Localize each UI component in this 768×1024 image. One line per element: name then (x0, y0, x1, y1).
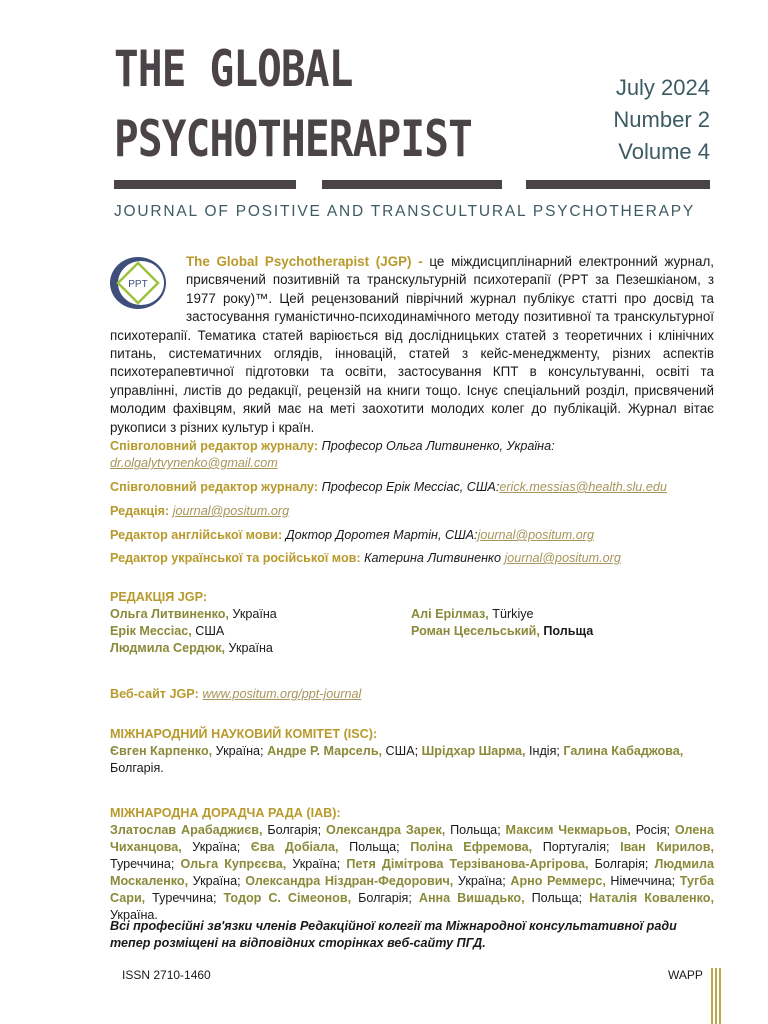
contact-label: Редакція: (110, 504, 170, 518)
editor-entry: Алі Ерілмаз, Türkiye (411, 607, 534, 621)
journal-title-line1: THE GLOBAL (114, 40, 353, 98)
contact-line-3 (110, 503, 714, 520)
contact-email-link[interactable]: journal@positum.org (504, 551, 621, 565)
editorial-title: РЕДАКЦІЯ JGP: (110, 590, 208, 604)
issue-volume: Volume 4 (618, 139, 710, 164)
editor-entry: Ольга Литвиненко, Україна (110, 607, 277, 621)
issue-number: Number 2 (613, 107, 710, 132)
issue-date: July 2024 (615, 75, 710, 100)
contact-line-1 (110, 438, 714, 472)
contact-email-link[interactable]: journal@positum.org (477, 528, 594, 542)
journal-subtitle: JOURNAL OF POSITIVE AND TRANSCULTURAL PSYCHOTHERAPY (114, 203, 696, 220)
contact-label: Редактор англійської мови: (110, 528, 283, 542)
header-divider-left (114, 180, 296, 189)
contact-person: Професор Ерік Мессіас, США: (318, 480, 500, 494)
contact-label: Співголовний редактор журналу: (110, 480, 319, 494)
journal-title-line2: PSYCHOTHERAPIST (114, 110, 472, 168)
iab-title: МІЖНАРОДНА ДОРАДЧА РАДА (IAB): (110, 806, 341, 820)
isc-section (110, 726, 714, 777)
header-divider-right (526, 180, 710, 189)
editorial-left-column (110, 606, 277, 657)
contact-line-5 (110, 550, 714, 567)
journal-name: The Global Psychotherapist (JGP) - (186, 254, 423, 269)
contact-email-link[interactable]: erick.messias@health.slu.edu (499, 480, 667, 494)
header-divider-middle (322, 180, 502, 189)
editor-entry: Ерік Мессіас, США (110, 624, 225, 638)
contact-label: Редактор української та російської мов: (110, 551, 361, 565)
editor-entry: Людмила Сердюк, Україна (110, 641, 273, 655)
editor-entry: Роман Цесельський, Польща (411, 624, 594, 638)
intro-paragraph (110, 253, 714, 437)
intro-text: це міждисциплінарний електронний журнал, присвячений позитивній та транскультурній психотерапії (PPT за Пезешкіаном, з 1977 року)™. Цей рецензований піврічний журнал публікує статті про досвід та застосування гуманістично-психодинамічного методу позитивної та транскультурної психотерапії. Тематика статей варіюється від дослідницьких статей з теоретичних і клінічних питань, систематичних оглядів, інновацій, статей з кейс-менеджменту, різних аспектів психотерапевтичної підготовки та освіти, застосування КПТ в консультуванні, освіті та управлінні, листів до редакції, рецензій на книги тощо. Існує спеціальний розділ, присвячений молодим фахівцям, який має на меті заохотити молодих колег до публікацій. Журнал вітає рукописи з різних культур і країн. (110, 254, 714, 435)
contact-email-link[interactable]: dr.olgalytvynenko@gmail.com (110, 456, 278, 470)
contact-person: Доктор Доротея Мартін, США: (282, 528, 478, 542)
website-label: Веб-сайт JGP: (110, 687, 199, 701)
contact-person: Професор Ольга Литвиненко, Україна: (318, 439, 555, 453)
isc-title: МІЖНАРОДНИЙ НАУКОВИЙ КОМІТЕТ (ISC): (110, 727, 378, 741)
website-link[interactable]: www.positum.org/ppt-journal (202, 687, 362, 701)
issn: ISSN 2710-1460 (122, 968, 211, 982)
iab-section (110, 805, 714, 924)
affiliations-note: Всі професійні зв'язки членів Редакційної колегії та Міжнародної консультативної ради тепер розміщені на відповідних сторінках веб-сайту ПГД. (110, 919, 677, 950)
website-line (110, 686, 714, 703)
contact-person: Катерина Литвиненко (360, 551, 505, 565)
contact-label: Співголовний редактор журналу: (110, 439, 319, 453)
contact-line-4 (110, 527, 714, 544)
iab-members: Златослав Арабаджиєв, Болгарія; Олександра Зарек, Польща; Максим Чекмарьов, Росія; Олена Чиханцова, Україна; Єва Добіала, Польща; Поліна Ефремова, Португалія; Іван Кирилов, Туреччина; Ольга Купрєєва, Україна; Петя Дімітрова Терзіванова-Аргірова, Болгарія; Людмила Москаленко, Україна; Олександра Ніздран-Федорович, Україна; Арно Реммерс, Німеччина; Тугба Сари, Туреччина; Тодор С. Сімеонов, Болгарія; Анна Вишадько, Польща; Наталія Коваленко, Україна. (110, 823, 715, 922)
contact-line-2 (110, 479, 714, 496)
contact-email-link[interactable]: journal@positum.org (172, 504, 290, 518)
publisher: WAPP (668, 968, 703, 982)
isc-members: Євген Карпенко, Україна; Андре Р. Марсель, США; Шрідхар Шарма, Індія; Галина Кабаджова, Болгарія. (110, 744, 684, 775)
logo-text: PPT (128, 279, 148, 290)
editorial-right-column (411, 606, 593, 640)
